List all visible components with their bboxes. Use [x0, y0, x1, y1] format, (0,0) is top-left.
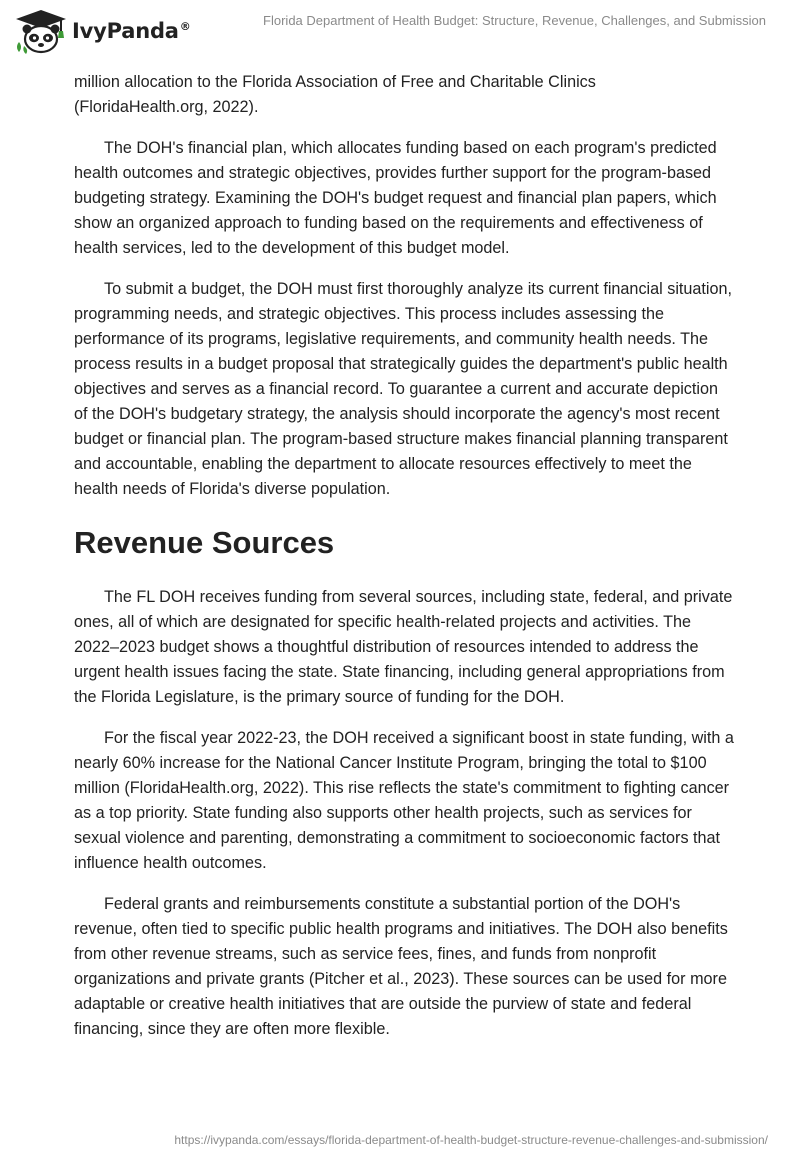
paragraph: The DOH's financial plan, which allocates funding based on each program's predicted health outcomes and strategic objectives, provides further support for the program-based budgeting strategy. Examining the DOH's budget request and financial plan papers, which show an organized approach to funding based on the requirements and effectiveness of health services, led to the development of this budget model. [74, 139, 717, 257]
paragraph: The FL DOH receives funding from several sources, including state, federal, and private ones, all of which are designated for specific health-related projects and activities. The 2022–2023 budget shows a thoughtful distribution of resources intended to address the urgent health issues facing the state. State financing, including general appropriations from the Florida Legislature, is the primary source of funding for the DOH. [74, 588, 733, 706]
essay-body [74, 70, 734, 1058]
paragraph: For the fiscal year 2022-23, the DOH received a significant boost in state funding, with a nearly 60% increase for the National Cancer Institute Program, bringing the total to $100 million (FloridaHealth.org, 2022). This rise reflects the state's commitment to fighting cancer as a top priority. State funding also supports other health projects, such as services for sexual violence and parenting, demonstrating a commitment to socioeconomic factors that influence health outcomes. [74, 729, 734, 872]
panda-graduate-icon [14, 8, 68, 54]
ivypanda-logo[interactable] [14, 8, 191, 54]
section-heading: Revenue Sources [74, 525, 335, 560]
document-title: Florida Department of Health Budget: Structure, Revenue, Challenges, and Submission [263, 13, 766, 28]
brand-name: IvyPanda® [72, 19, 191, 43]
paragraph: million allocation to the Florida Association of Free and Charitable Clinics (FloridaHealth.org, 2022). [74, 73, 596, 116]
paragraph: Federal grants and reimbursements constitute a substantial portion of the DOH's revenue, often tied to specific public health programs and initiatives. The DOH also benefits from other revenue streams, such as service fees, fines, and funds from nonprofit organizations and private grants (Pitcher et al., 2023). These sources can be used for more adaptable or creative health initiatives that are outside the purview of state and federal financing, since they are often more flexible. [74, 895, 728, 1038]
source-url[interactable]: https://ivypanda.com/essays/florida-department-of-health-budget-structure-revenue-challenges-and-submission/ [174, 1133, 768, 1147]
page-header [0, 0, 800, 54]
paragraph: To submit a budget, the DOH must first thoroughly analyze its current financial situation, programming needs, and strategic objectives. This process includes assessing the performance of its programs, legislative requirements, and community health needs. The process results in a budget proposal that strategically guides the department's public health objectives and serves as a financial record. To guarantee a current and accurate depiction of the DOH's budgetary strategy, the analysis should incorporate the agency's most recent budget or financial plan. The program-based structure makes financial planning transparent and accountable, enabling the department to allocate resources effectively to meet the health needs of Florida's diverse population. [74, 280, 733, 498]
registered-mark: ® [179, 20, 191, 33]
